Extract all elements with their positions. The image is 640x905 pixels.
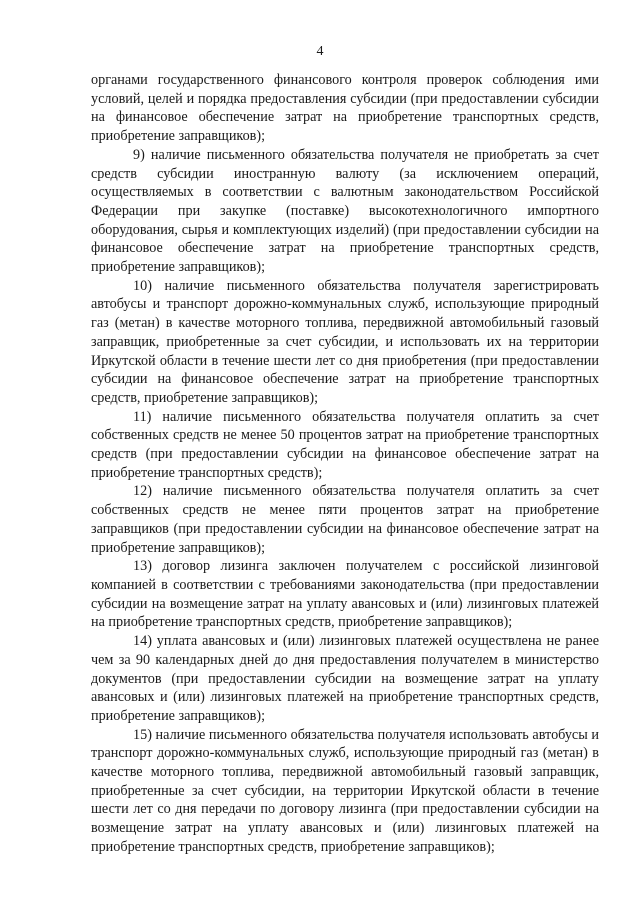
paragraph-item-12: 12) наличие письменного обязательства получателя оплатить за счет собственных средств не менее пяти процентов затрат на приобретение заправщиков (при предоставлении субсидии на финансовое обеспечение затрат на приобретение заправщиков);: [91, 483, 599, 556]
paragraph-item-11: 11) наличие письменного обязательства получателя оплатить за счет собственных средств не менее 50 процентов затрат на приобретение транспортных средств (при предоставлении субсидии на финансовое обеспечение затрат на приобретение транспортных средств);: [91, 408, 599, 481]
paragraph-continuation: органами государственного финансового контроля проверок соблюдения ими условий, целей и порядка предоставления субсидии (при предоставлении субсидии на финансовое обеспечение затрат на приобретение транспортных средств, приобретение заправщиков);: [91, 72, 599, 145]
document-body: [91, 71, 599, 857]
paragraph-item-9: 9) наличие письменного обязательства получателя не приобретать за счет средств субсидии иностранную валюту (за исключением операций, осуществляемых в соответствии с валютным законодательством Российской Федерации при закупке (поставке) высокотехнологичного импортного оборудования, сырья и комплектующих изделий) (при предоставлении субсидии на финансовое обеспечение затрат на приобретение транспортных средств, приобретение заправщиков);: [91, 146, 599, 276]
paragraph-item-10: 10) наличие письменного обязательства получателя зарегистрировать автобусы и транспорт дорожно-коммунальных служб, использующие природный газ (метан) в качестве моторного топлива, передвижной автомобильный газовый заправщик, приобретенные за счет субсидии, и использовать их на территории Иркутской области в течение шести лет со дня приобретения (при предоставлении субсидии на финансовое обеспечение затрат на приобретение транспортных средств, приобретение заправщиков);: [91, 277, 599, 406]
paragraph-item-13: 13) договор лизинга заключен получателем с российской лизинговой компанией в соответствии с требованиями законодательства (при предоставлении субсидии на возмещение затрат на уплату авансовых и (или) лизинговых платежей на приобретение транспортных средств, приобретение заправщиков);: [91, 558, 599, 631]
page-number: 4: [316, 44, 324, 59]
paragraph-item-14: 14) уплата авансовых и (или) лизинговых платежей осуществлена не ранее чем за 90 календарных дней до дня предоставления получателем в министерство документов (при предоставлении субсидии на возмещение затрат на уплату авансовых и (или) лизинговых платежей на приобретение транспортных средств, приобретение заправщиков);: [91, 633, 599, 724]
paragraph-item-15: 15) наличие письменного обязательства получателя использовать автобусы и транспорт дорожно-коммунальных служб, использующие природный газ (метан) в качестве моторного топлива, передвижной автомобильный газовый заправщик, приобретенные за счет субсидии, на территории Иркутской области в течение шести лет со дня передачи по договору лизинга (при предоставлении субсидии на возмещение затрат на уплату авансовых и (или) лизинговых платежей на приобретение транспортных средств, приобретение заправщиков);: [91, 726, 599, 855]
